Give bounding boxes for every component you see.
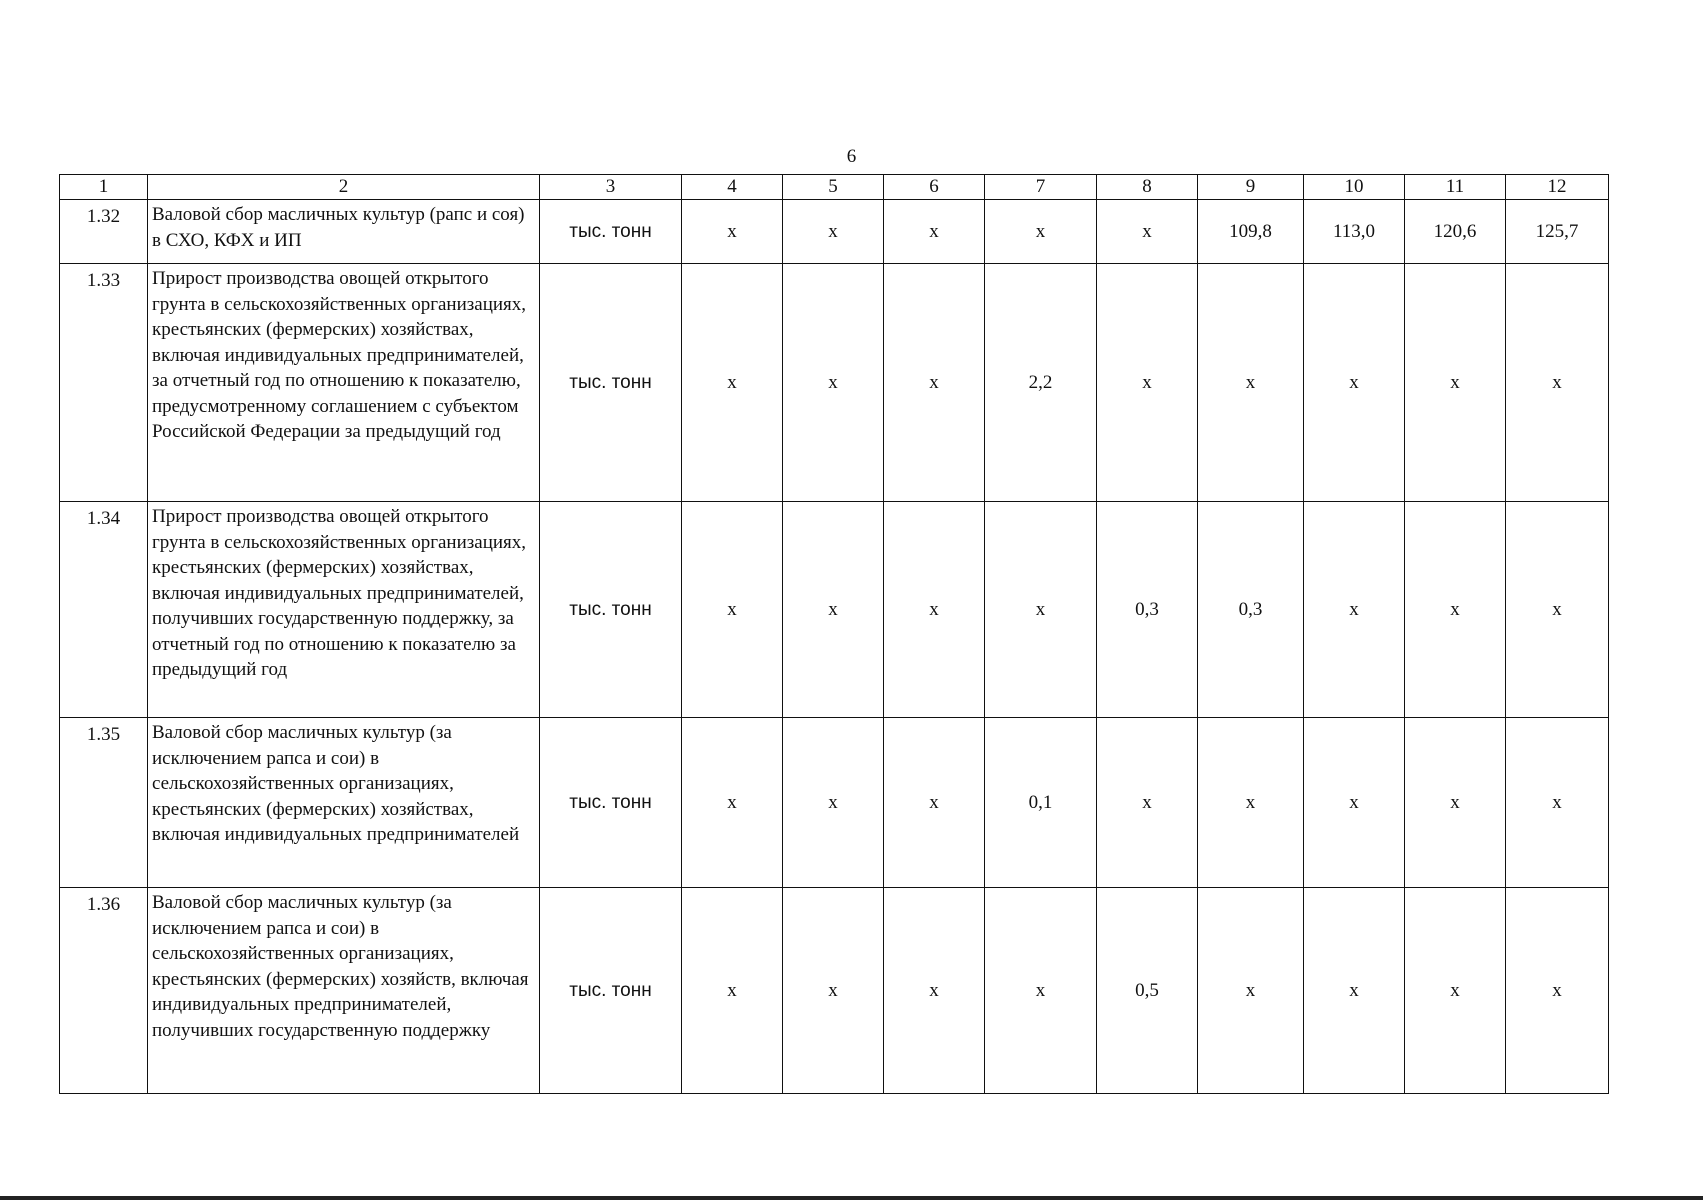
indicator-table <box>59 174 1609 1094</box>
value-cell: x <box>783 888 884 1094</box>
column-number: 4 <box>682 175 783 200</box>
value-cell: x <box>1304 888 1405 1094</box>
value-cell: x <box>682 200 783 264</box>
indicator-name: Валовой сбор масличных культур (рапс и соя) в СХО, КФХ и ИП <box>148 200 540 264</box>
value-cell: x <box>1506 502 1609 718</box>
page-number: 6 <box>846 146 857 167</box>
column-number-row <box>60 175 1609 200</box>
value-cell: x <box>1506 264 1609 502</box>
value-cell: 125,7 <box>1506 200 1609 264</box>
indicator-name: Прирост производства овощей открытого грунта в сельскохозяйственных организациях, крестьянских (фермерских) хозяйствах, включая индивидуальных предпринимателей, получивших государственную поддержку, за отчетный год по отношению к показателю за предыдущий год <box>148 502 540 718</box>
value-cell: 113,0 <box>1304 200 1405 264</box>
value-cell: x <box>1405 264 1506 502</box>
indicator-name: Валовой сбор масличных культур (за исключением рапса и сои) в сельскохозяйственных организациях, крестьянских (фермерских) хозяйств, включая индивидуальных предпринимателей, получивших государственную поддержку <box>148 888 540 1094</box>
value-cell: x <box>682 264 783 502</box>
value-cell: x <box>884 264 985 502</box>
column-number: 10 <box>1304 175 1405 200</box>
unit-cell: тыс. тонн <box>540 264 682 502</box>
column-number: 5 <box>783 175 884 200</box>
column-number: 6 <box>884 175 985 200</box>
value-cell: x <box>1506 888 1609 1094</box>
scan-bottom-edge <box>0 1196 1703 1200</box>
table-row <box>60 200 1609 264</box>
value-cell: x <box>1097 718 1198 888</box>
column-number: 8 <box>1097 175 1198 200</box>
value-cell: x <box>1304 502 1405 718</box>
value-cell: x <box>985 888 1097 1094</box>
unit-cell: тыс. тонн <box>540 888 682 1094</box>
value-cell: x <box>985 502 1097 718</box>
value-cell: 2,2 <box>985 264 1097 502</box>
value-cell: x <box>1097 200 1198 264</box>
value-cell: 0,5 <box>1097 888 1198 1094</box>
value-cell: 109,8 <box>1198 200 1304 264</box>
value-cell: x <box>1198 718 1304 888</box>
value-cell: x <box>1198 888 1304 1094</box>
value-cell: x <box>682 888 783 1094</box>
value-cell: 0,3 <box>1198 502 1304 718</box>
value-cell: x <box>884 200 985 264</box>
row-number: 1.32 <box>60 200 148 264</box>
value-cell: 120,6 <box>1405 200 1506 264</box>
row-number: 1.35 <box>60 718 148 888</box>
value-cell: x <box>985 200 1097 264</box>
unit-cell: тыс. тонн <box>540 718 682 888</box>
value-cell: x <box>682 502 783 718</box>
column-number: 2 <box>148 175 540 200</box>
column-number: 12 <box>1506 175 1609 200</box>
value-cell: x <box>783 264 884 502</box>
indicator-name: Прирост производства овощей открытого грунта в сельскохозяйственных организациях, крестьянских (фермерских) хозяйствах, включая индивидуальных предпринимателей, за отчетный год по отношению к показателю, предусмотренному соглашением с субъектом Российской Федерации за предыдущий год <box>148 264 540 502</box>
table-row <box>60 888 1609 1094</box>
column-number: 9 <box>1198 175 1304 200</box>
value-cell: x <box>1405 502 1506 718</box>
row-number: 1.33 <box>60 264 148 502</box>
table-row <box>60 502 1609 718</box>
value-cell: x <box>1405 718 1506 888</box>
table-row <box>60 718 1609 888</box>
value-cell: x <box>1304 718 1405 888</box>
value-cell: x <box>783 200 884 264</box>
value-cell: x <box>1506 718 1609 888</box>
value-cell: x <box>884 718 985 888</box>
unit-cell: тыс. тонн <box>540 502 682 718</box>
value-cell: 0,3 <box>1097 502 1198 718</box>
value-cell: x <box>1304 264 1405 502</box>
value-cell: x <box>1097 264 1198 502</box>
value-cell: 0,1 <box>985 718 1097 888</box>
table-row <box>60 264 1609 502</box>
value-cell: x <box>1198 264 1304 502</box>
value-cell: x <box>783 718 884 888</box>
unit-cell: тыс. тонн <box>540 200 682 264</box>
value-cell: x <box>884 888 985 1094</box>
value-cell: x <box>783 502 884 718</box>
indicator-name: Валовой сбор масличных культур (за исключением рапса и сои) в сельскохозяйственных организациях, крестьянских (фермерских) хозяйствах, включая индивидуальных предпринимателей <box>148 718 540 888</box>
value-cell: x <box>1405 888 1506 1094</box>
column-number: 3 <box>540 175 682 200</box>
value-cell: x <box>884 502 985 718</box>
row-number: 1.34 <box>60 502 148 718</box>
column-number: 11 <box>1405 175 1506 200</box>
row-number: 1.36 <box>60 888 148 1094</box>
column-number: 7 <box>985 175 1097 200</box>
column-number: 1 <box>60 175 148 200</box>
value-cell: x <box>682 718 783 888</box>
